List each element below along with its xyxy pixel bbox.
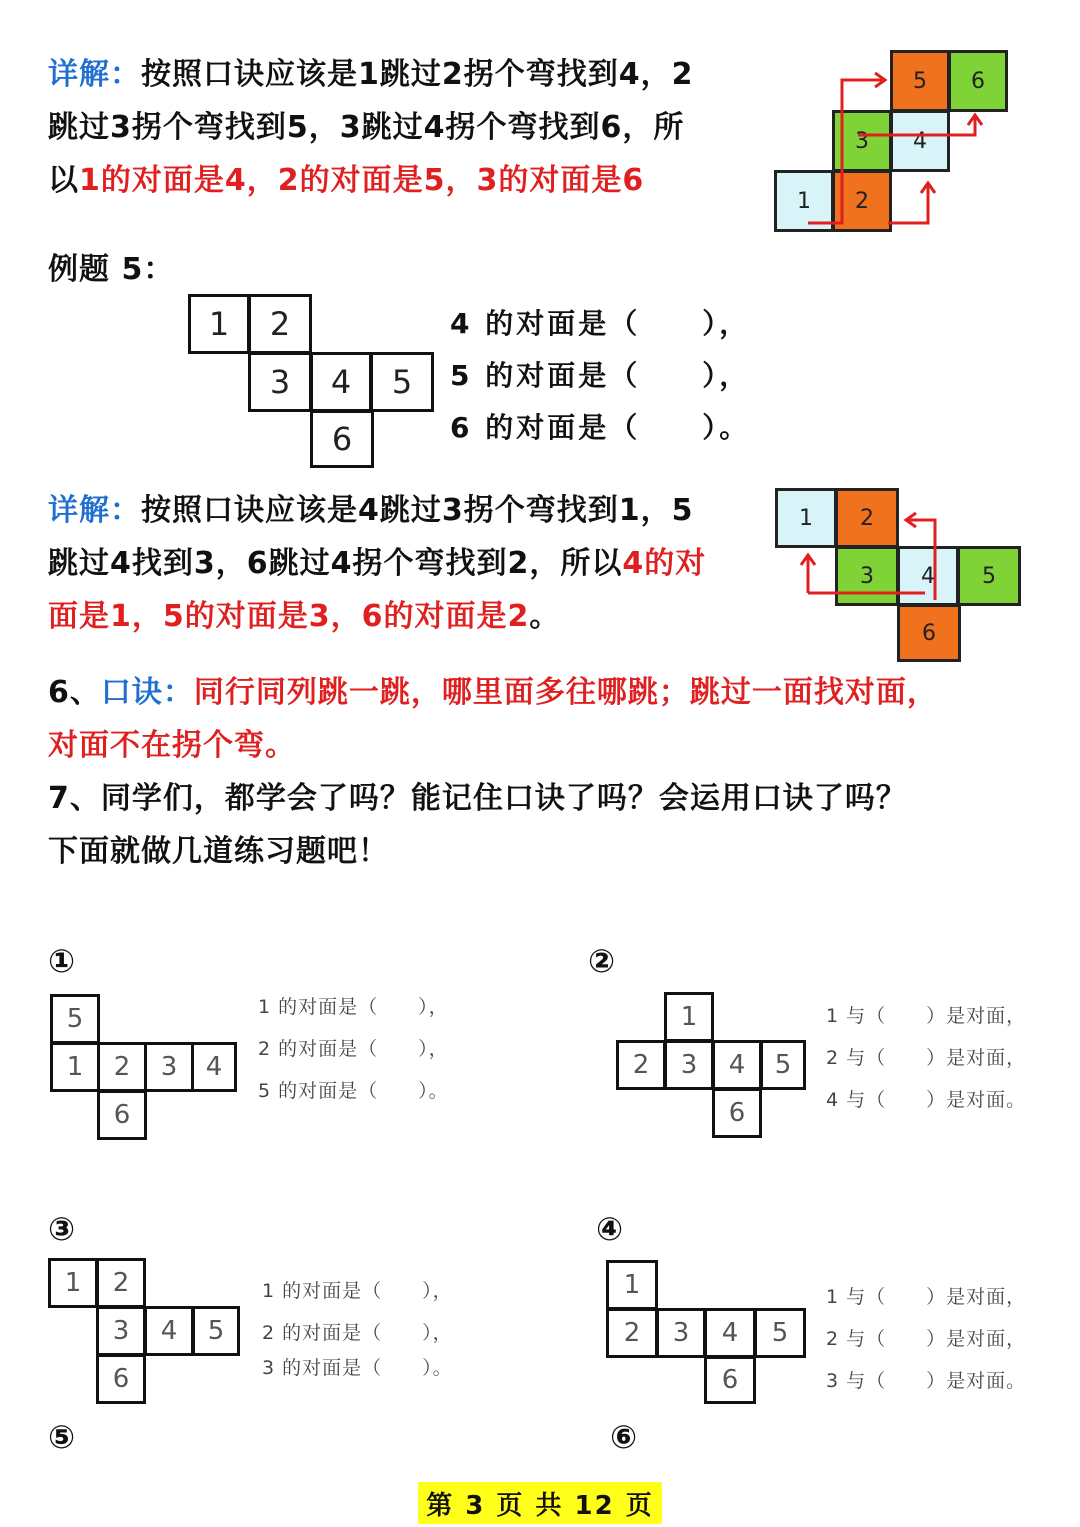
- ex5-question-5: 5 的对面是（ ），: [450, 359, 751, 392]
- ex5-face-4: 4: [310, 352, 372, 412]
- ex5-face-1: 1: [188, 294, 250, 354]
- detail-2-line-2: 跳过4找到3，6跳过4拐个弯找到2，所以4的对: [48, 546, 707, 581]
- net1-face-4: 4: [890, 110, 950, 172]
- net1-face-6: 6: [948, 50, 1008, 112]
- exercise-1-number: ①: [48, 942, 76, 980]
- ex5-question-4: 4 的对面是（ ），: [450, 307, 751, 340]
- detail-1-label: 详解：: [48, 57, 141, 92]
- exercise-5-number: ⑤: [48, 1418, 76, 1456]
- net2-face-6: 6: [897, 604, 961, 662]
- ex1-face-6: 6: [97, 1090, 147, 1140]
- ex1-face-5: 5: [50, 994, 100, 1044]
- ex1-face-4: 4: [191, 1042, 237, 1092]
- detail-1-line-3: 以1的对面是4，2的对面是5，3的对面是6: [48, 163, 645, 198]
- ex2-question-3: 4 与（ ）是对面。: [826, 1089, 1027, 1111]
- tip-7-line-1: 7、同学们，都学会了吗？能记住口诀了吗？会运用口诀了吗？: [48, 781, 907, 816]
- ex1-face-1: 1: [50, 1042, 100, 1092]
- detail-2-line-1: 详解：按照口诀应该是4跳过3拐个弯找到1，5: [48, 493, 694, 528]
- net2-face-5: 5: [957, 546, 1021, 606]
- net2-face-4: 4: [897, 546, 959, 606]
- ex1-question-2: 2 的对面是（ ），: [258, 1038, 449, 1060]
- ex3-face-4: 4: [144, 1306, 194, 1356]
- net1-face-2: 2: [832, 170, 892, 232]
- exercise-4-number: ④: [596, 1210, 624, 1248]
- ex4-face-1: 1: [606, 1260, 658, 1310]
- ex5-face-6: 6: [310, 410, 374, 468]
- exercise-3-number: ③: [48, 1210, 76, 1248]
- ex5-question-6: 6 的对面是（ ）。: [450, 411, 751, 444]
- exercise-2-number: ②: [588, 942, 616, 980]
- ex2-face-1: 1: [664, 992, 714, 1042]
- ex5-face-5: 5: [370, 352, 434, 412]
- net1-face-3: 3: [832, 110, 892, 172]
- tip-7: [48, 772, 1068, 878]
- ex4-face-5: 5: [754, 1308, 806, 1358]
- net2-face-2: 2: [835, 488, 899, 548]
- ex4-question-3: 3 与（ ）是对面。: [826, 1370, 1027, 1392]
- net2-face-3: 3: [835, 546, 899, 606]
- ex4-question-2: 2 与（ ）是对面，: [826, 1328, 1027, 1350]
- ex4-face-4: 4: [704, 1308, 756, 1358]
- ex2-question-1: 1 与（ ）是对面，: [826, 1005, 1027, 1027]
- ex1-question-3: 5 的对面是（ ）。: [258, 1080, 449, 1102]
- ex3-face-1: 1: [48, 1258, 98, 1308]
- ex4-face-2: 2: [606, 1308, 658, 1358]
- ex1-face-3: 3: [144, 1042, 194, 1092]
- net2-face-1: 1: [775, 488, 837, 548]
- ex2-face-3: 3: [664, 1040, 714, 1090]
- exercise-6-number: ⑥: [610, 1418, 638, 1456]
- detail-1-line-1: 详解：按照口诀应该是1跳过2拐个弯找到4，2: [48, 57, 694, 92]
- ex5-face-2: 2: [248, 294, 312, 354]
- ex3-face-6: 6: [96, 1354, 146, 1404]
- ex4-question-1: 1 与（ ）是对面，: [826, 1286, 1027, 1308]
- tip-6: [48, 666, 1068, 772]
- net1-face-1: 1: [774, 170, 834, 232]
- net2-arrows: [790, 505, 950, 605]
- ex3-face-2: 2: [96, 1258, 146, 1308]
- tip-7-line-2: 下面就做几道练习题吧！: [48, 834, 389, 869]
- net1-face-5: 5: [890, 50, 950, 112]
- ex3-face-3: 3: [96, 1306, 146, 1356]
- tip-6-line-1: 6、口诀：同行同列跳一跳，哪里面多往哪跳；跳过一面找对面，: [48, 675, 938, 710]
- page-number: 第 3 页 共 12 页: [418, 1482, 662, 1524]
- ex3-question-1: 1 的对面是（ ），: [262, 1280, 453, 1302]
- detail-2: [48, 484, 768, 643]
- ex3-question-3: 3 的对面是（ ）。: [262, 1357, 453, 1379]
- ex4-face-3: 3: [656, 1308, 706, 1358]
- example-5-title: 例题 5：: [48, 252, 175, 287]
- ex5-face-3: 3: [248, 352, 312, 412]
- tip-6-line-2: 对面不在拐个弯。: [48, 728, 296, 763]
- ex2-face-4: 4: [712, 1040, 762, 1090]
- ex4-face-6: 6: [704, 1356, 756, 1404]
- ex2-face-6: 6: [712, 1088, 762, 1138]
- ex2-face-5: 5: [760, 1040, 806, 1090]
- ex3-question-2: 2 的对面是（ ），: [262, 1322, 453, 1344]
- ex3-face-5: 5: [192, 1306, 240, 1356]
- ex1-face-2: 2: [97, 1042, 147, 1092]
- ex2-face-2: 2: [616, 1040, 666, 1090]
- net1-arrows: [770, 45, 1015, 240]
- detail-2-line-3: 面是1，5的对面是3，6的对面是2。: [48, 599, 561, 634]
- detail-1: [48, 48, 768, 207]
- ex2-question-2: 2 与（ ）是对面，: [826, 1047, 1027, 1069]
- detail-1-line-2: 跳过3拐个弯找到5，3跳过4拐个弯找到6，所: [48, 110, 685, 145]
- ex1-question-1: 1 的对面是（ ），: [258, 996, 449, 1018]
